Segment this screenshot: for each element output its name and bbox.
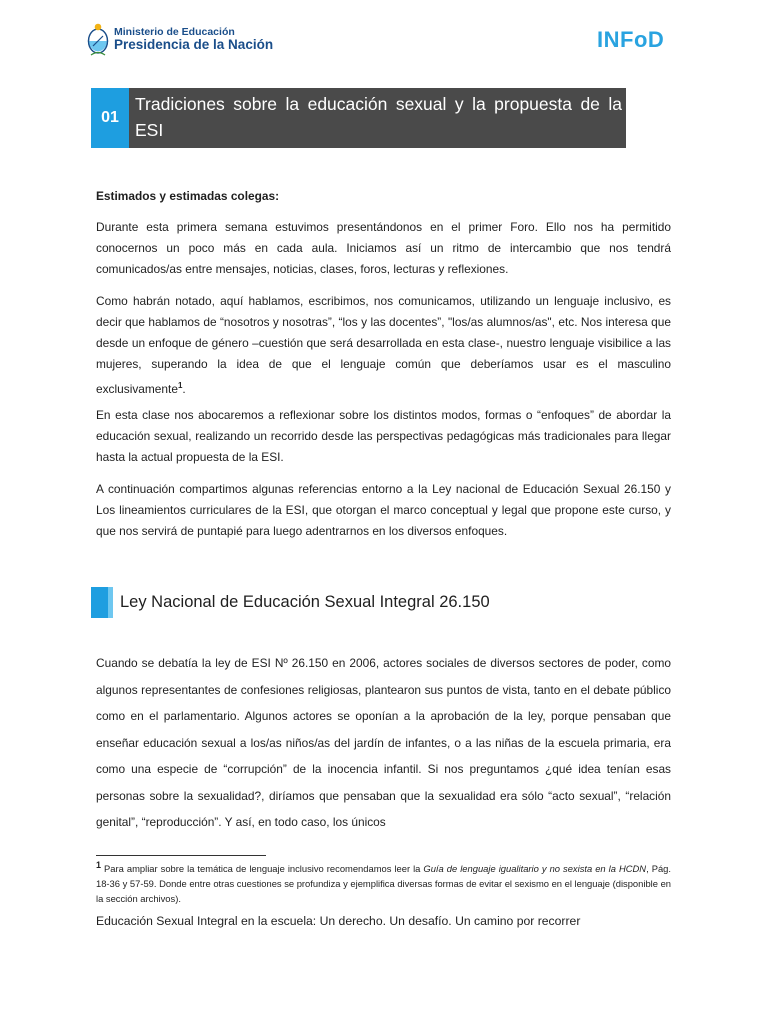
paragraph-2 (96, 291, 671, 400)
footnote-text-a: Para ampliar sobre la temática de lenguaje inclusivo recomendamos leer la (104, 863, 424, 875)
paragraph-3: En esta clase nos abocaremos a reflexionar sobre los distintos modos, formas o “enfoques” de abordar la educación sexual, realizando un recorrido desde las perspectivas pedagógicas más tradicionales para llegar hasta la actual propuesta de la ESI. (96, 408, 671, 464)
ministry-logo (87, 22, 273, 56)
greeting: Estimados y estimadas colegas: (96, 189, 280, 203)
class-number: 01 (91, 88, 129, 148)
paragraph-2-end: . (182, 381, 186, 396)
section-title: Ley Nacional de Educación Sexual Integral 26.150 (120, 593, 490, 611)
footnote-number: 1 (96, 860, 102, 870)
paragraph-1: Durante esta primera semana estuvimos presentándonos en el primer Foro. Ello nos ha permitido conocernos un poco más en cada aula. Iniciamos así un ritmo de intercambio que nos tendrá comunicados/as entre mensajes, noticias, clases, foros, lecturas y reflexiones. (96, 220, 671, 276)
footnote-ref[interactable]: 1 (177, 381, 183, 390)
footnote (96, 858, 671, 906)
paragraph-4: A continuación compartimos algunas referencias entorno a la Ley nacional de Educación Sexual 26.150 y Los lineamientos curriculares de la ESI, que otorgan el marco conceptual y legal que propone este curso, y que nos servirá de puntapié para luego adentrarnos en los diversos enfoques. (96, 482, 671, 538)
argentina-seal-icon (87, 22, 109, 56)
page-header (0, 0, 768, 70)
paragraph-2-text: Como habrán notado, aquí hablamos, escribimos, nos comunicamos, utilizando un lenguaje inclusivo, es decir que hablamos de “nosotros y nosotras”, “los y las docentes”, "los/as alumnos/as", etc. Nos interesa que desde un enfoque de género –cuestión que será desarrollada en esta clase-, nuestro lenguaje visibilice a las mujeres, superando la idea de que el lenguaje común que deberíamos usar es el masculino exclusivamente (96, 294, 671, 396)
class-title-banner (91, 88, 626, 148)
ministry-name: Ministerio de Educación (114, 25, 235, 38)
section-marker (91, 587, 109, 618)
section-paragraph-1: Cuando se debatía la ley de ESI Nº 26.150 en 2006, actores sociales de diversos sectores de poder, como algunos representantes de confesiones religiosas, plantearon sus puntos de vista, tanto en el debate público como en el parlamentario. Algunos actores se oponían a la aprobación de la ley, porque pensaban que enseñar educación sexual a los/as niños/as del jardín de infantes, o a las niñas de la escuela primaria, era como una especie de “corrupción” de la inocencia infantil. Si nos preguntamos ¿qué idea tenían esas personas sobre la sexualidad?, diríamos que pensaban que la sexualidad era sólo “acto sexual”, “relación genital”, “reproducción”. Y así, en todo caso, los únicos (96, 656, 671, 829)
footnote-text-b: , Pág. 18-36 y 57-59. Donde entre otras cuestiones se profundiza y ejemplifica diversas formas de evitar el sexismo en el lenguaje (disponible en la sección archivos). (96, 863, 671, 905)
footnote-guide-title: Guía de lenguaje igualitario y no sexista en la HCDN (423, 863, 647, 875)
footnote-divider (96, 855, 266, 856)
presidency-name: Presidencia de la Nación (114, 37, 274, 52)
page-footer: Educación Sexual Integral en la escuela: Un derecho. Un desafío. Un camino por recorrer (96, 914, 581, 928)
infod-logo: INFoD (597, 27, 665, 52)
class-title: Tradiciones sobre la educación sexual y la propuesta de la ESI (135, 94, 622, 140)
section-marker-accent (108, 587, 113, 618)
